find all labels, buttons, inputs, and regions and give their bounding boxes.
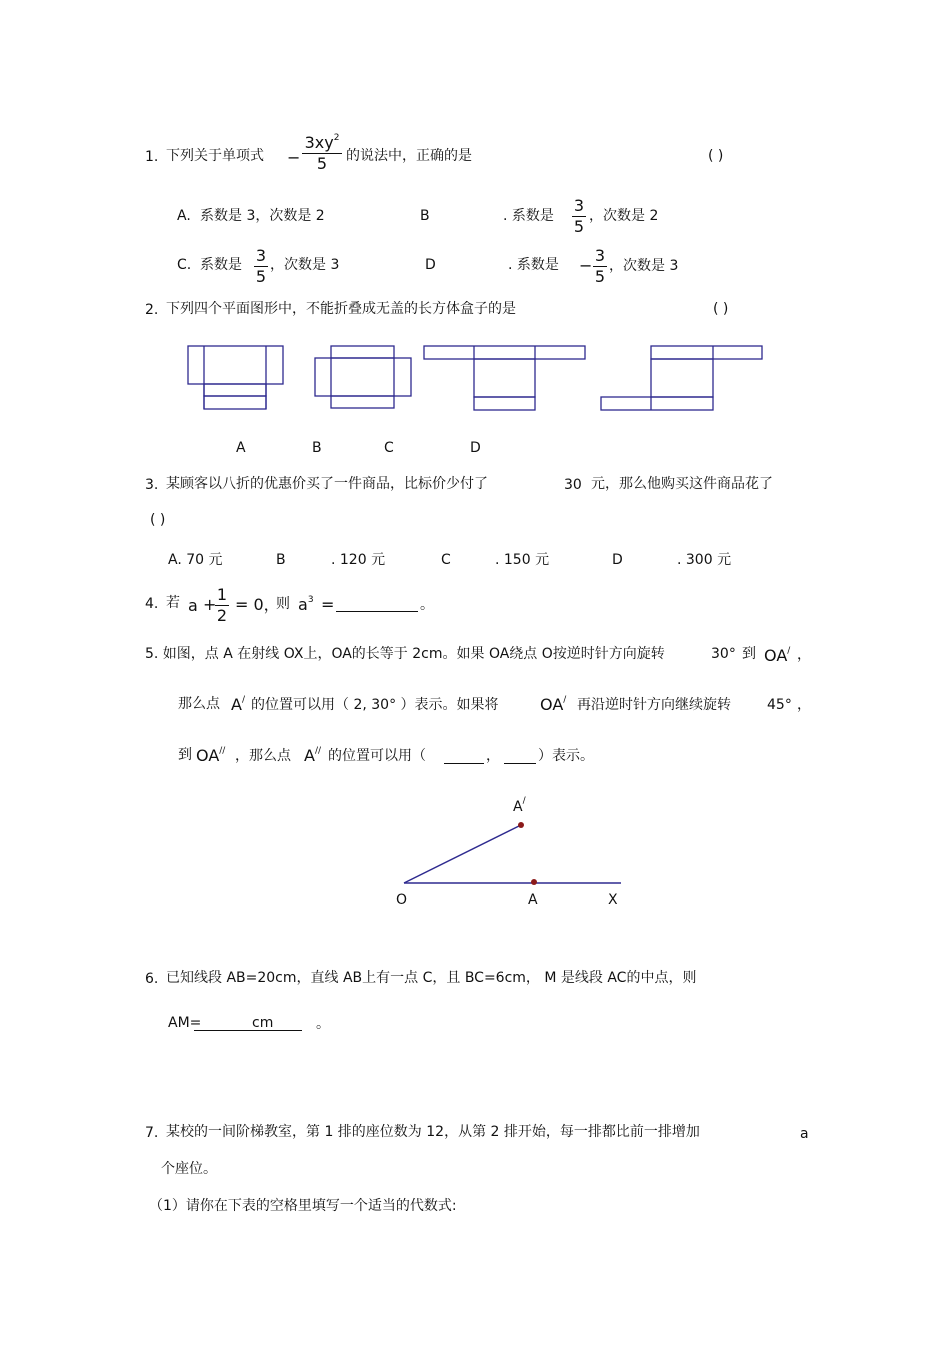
q3-option-a: A. 70 元: [168, 552, 223, 568]
q5-line2-start: 那么点: [178, 696, 220, 712]
segment-oa-prime: [404, 825, 521, 883]
q5-line2-middle: 的位置可以用（ 2, 30° ）表示。如果将: [251, 697, 499, 713]
q5-line3-comma: ，: [486, 748, 500, 764]
q3-stem: 某顾客以八折的优惠价买了一件商品，比标价少付了: [166, 476, 488, 492]
q1-option-d-label: D: [425, 257, 436, 273]
q1-option-c-fraction: 3 5: [255, 246, 267, 286]
q4-plus: +: [203, 595, 217, 614]
q5-comma-1: ，: [797, 647, 811, 663]
q6-period: 。: [316, 1016, 330, 1032]
q6-am-label: AM=: [168, 1015, 202, 1031]
q4-ruo: 若: [166, 595, 180, 611]
q1-option-c-text: 系数是: [200, 257, 242, 273]
figure-label-a: A: [528, 892, 538, 908]
q5-line3-text: 的位置可以用（: [328, 748, 426, 764]
q5-figure: [404, 822, 621, 885]
figure-label-x: X: [608, 892, 618, 908]
q5-dao: 到: [742, 646, 756, 662]
q4-ze: 则: [276, 596, 290, 612]
q3-number: 3.: [145, 477, 159, 493]
q3-option-c-label: C: [441, 552, 451, 568]
q4-period: 。: [420, 597, 434, 613]
q2-net-b: [315, 346, 411, 408]
q2-stem: 下列四个平面图形中，不能折叠成无盖的长方体盒子的是: [166, 301, 516, 317]
q5-line2-end: 再沿逆时针方向继续旋转: [577, 697, 731, 713]
q1-stem-end: 的说法中，正确的是: [346, 148, 472, 164]
q5-line3-middle: ，那么点: [235, 748, 291, 764]
q5-oa-prime-1: OA/: [764, 646, 791, 665]
q5-comma-2: ，: [797, 697, 811, 713]
q4-equals-zero: = 0，: [235, 595, 280, 614]
q7-subquestion-1: （1）请你在下表的空格里填写一个适当的代数式:: [149, 1198, 457, 1214]
q2-label-c: C: [384, 440, 394, 456]
q4-var-a: a: [188, 596, 198, 615]
q5-answer-blank-1[interactable]: [444, 749, 484, 767]
point-a: [531, 879, 537, 885]
point-a-prime: [518, 822, 524, 828]
q5-deg45: 45°: [767, 697, 792, 713]
q7-stem: 某校的一间阶梯教室，第 1 排的座位数为 12，从第 2 排开始，每一排都比前一排增加: [166, 1124, 700, 1140]
q3-answer-paren: ( ): [150, 512, 166, 528]
q1-option-c-label: C.: [177, 257, 192, 273]
q2-net-a: [188, 346, 283, 409]
q1-option-d-fraction: 3 5: [594, 246, 606, 286]
q5-oa-double-prime: OA//: [196, 746, 226, 765]
q1-stem-start: 下列关于单项式: [166, 148, 264, 164]
q2-label-a: A: [236, 440, 246, 456]
q5-line1: 5. 如图，点 A 在射线 OX上，OA的长等于 2cm。如果 OA绕点 O按逆时针方向旋转: [145, 646, 665, 662]
q5-line3-end: ）表示。: [538, 748, 594, 764]
q1-option-d-text: . 系数是: [508, 257, 559, 273]
q6-number: 6.: [145, 971, 159, 987]
q1-option-b-fraction: 3 5: [573, 196, 585, 236]
q2-answer-paren: ( ): [713, 301, 729, 317]
q1-option-a-label: A.: [177, 208, 191, 224]
q1-option-c-tail: ，次数是 3: [270, 257, 340, 273]
q4-a-cubed: $a^3$: [298, 595, 314, 614]
q1-option-a-text: 系数是 3，次数是 2: [200, 208, 325, 224]
q3-option-c-text: . 150 元: [495, 552, 550, 568]
q5-deg30: 30°: [711, 646, 736, 662]
q7-stem-line2: 个座位。: [161, 1161, 217, 1177]
q2-label-b: B: [312, 440, 322, 456]
q7-var-a: a: [800, 1126, 809, 1142]
q5-line3-start: 到: [178, 747, 192, 763]
q2-net-c: [424, 346, 585, 410]
q5-a-prime-1: A/: [231, 695, 245, 714]
q5-answer-blank-2[interactable]: [504, 749, 536, 767]
q6-stem: 已知线段 AB=20cm，直线 AB上有一点 C，且 BC=6cm， M 是线段 AC的中点，则: [166, 970, 697, 986]
figure-label-o: O: [396, 892, 408, 908]
q1-number: 1.: [145, 149, 159, 165]
q1-option-d-tail: ，次数是 3: [609, 258, 679, 274]
q5-a-double-prime: A//: [304, 746, 322, 765]
q2-net-d: [601, 346, 762, 410]
q2-number: 2.: [145, 302, 159, 318]
figure-label-a-prime: A/: [513, 796, 526, 815]
q3-option-d-text: . 300 元: [677, 552, 732, 568]
q7-number: 7.: [145, 1125, 159, 1141]
q1-numerator: $3xy^2$: [304, 133, 340, 152]
q4-number: 4.: [145, 596, 159, 612]
q3-option-b-label: B: [276, 552, 286, 568]
q4-half-fraction: 1 2: [216, 585, 228, 625]
q3-option-b-text: . 120 元: [331, 552, 386, 568]
q1-minus-sign: −: [287, 148, 301, 167]
q3-stem-tail: 元，那么他购买这件商品花了: [591, 476, 773, 492]
q1-option-d-minus: −: [579, 256, 593, 275]
q1-option-b-label: B: [420, 208, 430, 224]
q1-denominator: 5: [316, 154, 328, 173]
q2-label-d: D: [470, 440, 481, 456]
q1-option-b-text: . 系数是: [503, 208, 554, 224]
q1-answer-paren: ( ): [708, 148, 724, 164]
q3-amount: 30: [564, 477, 582, 493]
q5-oa-prime-2: OA/: [540, 695, 567, 714]
q4-equals: =: [321, 595, 335, 614]
q1-option-b-tail: ，次数是 2: [589, 208, 659, 224]
q3-option-d-label: D: [612, 552, 623, 568]
q4-answer-blank[interactable]: [336, 597, 418, 615]
q6-answer-blank[interactable]: cm: [194, 1016, 302, 1034]
